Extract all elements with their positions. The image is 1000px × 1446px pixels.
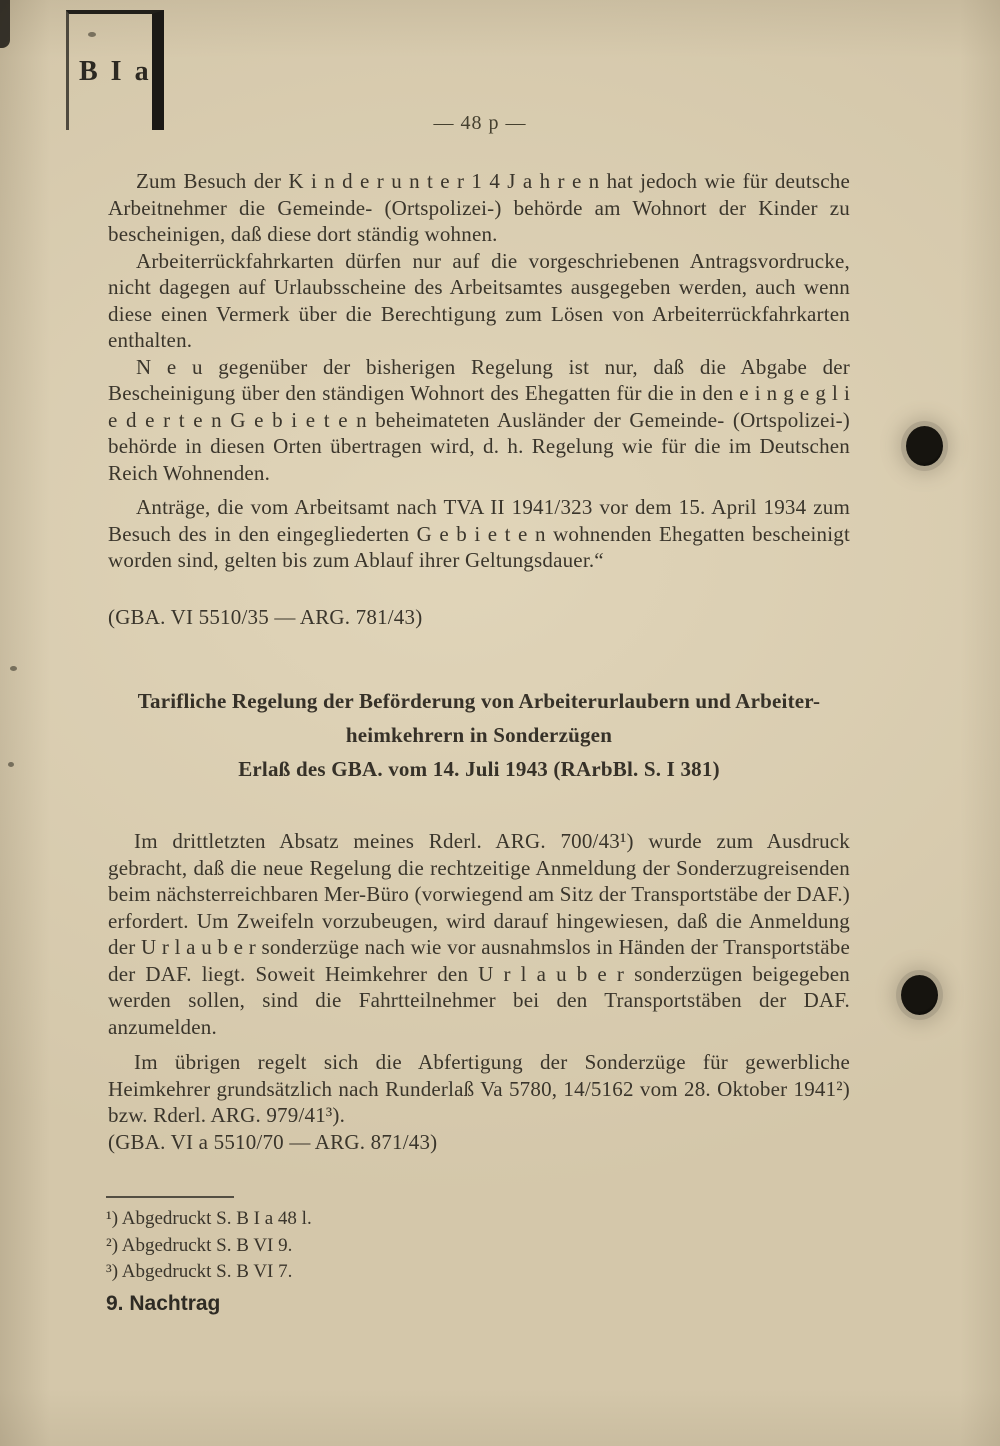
section-1 xyxy=(108,168,850,630)
paragraph: Anträge, die vom Arbeitsamt nach TVA II 1941/323 vor dem 15. April 1934 zum Besuch des in den eingegliederten G e b i e t e n wohnenden Ehegatten bescheinigt worden sind, gelten bis zum Ablauf ihrer Geltungsdauer.“ xyxy=(108,495,850,572)
citation-reference: (GBA. VI a 5510/70 — ARG. 871/43) xyxy=(108,1129,438,1154)
page-number: — 48 p — xyxy=(433,112,527,134)
section-2 xyxy=(108,684,850,1155)
scan-smudge xyxy=(0,0,10,48)
footnote: ¹) Abgedruckt S. B I a 48 l. xyxy=(106,1208,312,1229)
supplement-label: 9. Nachtrag xyxy=(106,1292,221,1315)
paragraph: Arbeiterrückfahrkarten dürfen nur auf die vorgeschriebenen Antragsvordrucke, nicht dagegen auf Urlaubsscheine des Arbeitsamtes ausgegeben werden, auch wenn diese einen Vermerk über die Berechtigung zum Lösen von Arbeiterrückfahrkarten enthalten. xyxy=(108,248,850,352)
punch-hole xyxy=(906,426,943,466)
section-subtitle: Erlaß des GBA. vom 14. Juli 1943 (RArbBl. S. I 381) xyxy=(238,757,720,781)
footnotes xyxy=(106,1196,848,1286)
footnote: ³) Abgedruckt S. B VI 7. xyxy=(106,1261,293,1282)
paragraph: Im übrigen regelt sich die Abfertigung der Sonderzüge für gewerbliche Heimkehrer grundsätzlich nach Runderlaß Va 5780, 14/5162 vom 28. Oktober 1941²) bzw. Rderl. ARG. 979/41³). xyxy=(108,1050,850,1127)
scan-speck xyxy=(88,32,96,37)
section-title-line-2: heimkehrern in Sonderzügen xyxy=(345,723,613,747)
footnote: ²) Abgedruckt S. B VI 9. xyxy=(106,1234,293,1256)
footnote-separator-rule xyxy=(106,1196,234,1198)
citation-reference: (GBA. VI 5510/35 — ARG. 781/43) xyxy=(108,604,423,629)
paragraph: Zum Besuch der K i n d e r u n t e r 1 4 J a h r e n hat jedoch wie für deutsche Arbeitnehmer die Gemeinde- (Ortspolizei-) behörde am Wohnort der Kinder zu bescheinigen, daß diese dort ständig wohnen. xyxy=(108,169,850,246)
section-title-line-1: Tarifliche Regelung der Beförderung von Arbeiterurlaubern und Arbeiter- xyxy=(137,689,821,713)
corner-label: B I a xyxy=(79,56,152,87)
paragraph: Im drittletzten Absatz meines Rderl. ARG. 700/43¹) wurde zum Ausdruck gebracht, daß die neue Regelung die rechtzeitige Anmeldung der Sonderzugreisenden beim nächsterreichbaren Mer-Büro (vorwiegend am Sitz der Transportstäbe der DAF.) erfordert. Um Zweifeln vorzubeugen, wird darauf hingewiesen, daß die Anmeldung der U r l a u b e r sonderzüge nach wie vor ausnahmslos in Händen der Transportstäbe der DAF. liegt. Soweit Heimkehrer den U r l a u b e r sonderzügen beigegeben werden sollen, sind die Fahrtteilnehmer bei den Transportstäben der DAF. anzumelden. xyxy=(108,829,850,1039)
paragraph: N e u gegenüber der bisherigen Regelung ist nur, daß die Abgabe der Bescheinigung über den ständigen Wohnort des Ehegatten für die in den e i n g e g l i e d e r t e n G e b i e t e n beheimateten Ausländer der Gemeinde- (Ortspolizei-) behörde in diesen Orten übertragen wird, d. h. Regelung wie für die im Deutschen Reich Wohnenden. xyxy=(108,354,850,485)
punch-hole xyxy=(901,975,938,1015)
scan-speck xyxy=(10,666,17,671)
scan-speck xyxy=(8,762,14,767)
